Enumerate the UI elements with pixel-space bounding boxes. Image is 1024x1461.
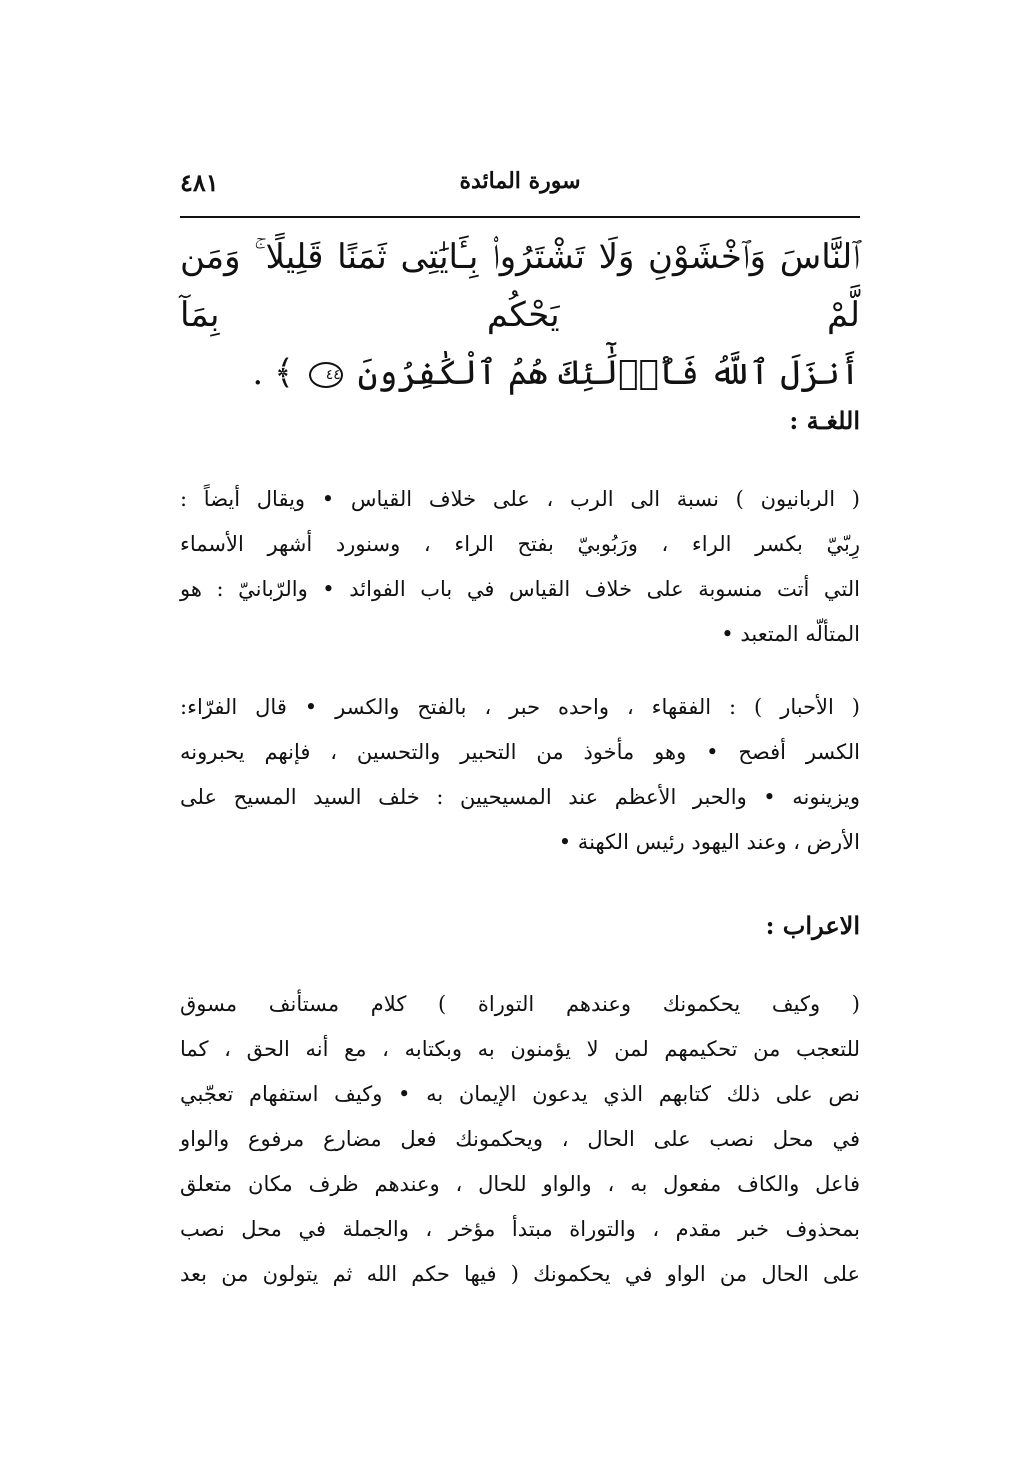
paragraph-line: بمحذوف خبر مقدم ، والتوراة مبتدأ مؤخر ، والجملة في محل نصب bbox=[180, 1217, 860, 1241]
spacer bbox=[180, 435, 860, 477]
paragraph-line: ( الربانيون ) نسبة الى الرب ، على خلاف القياس • ويقال أيضاً : bbox=[180, 487, 860, 511]
spacer bbox=[180, 940, 860, 982]
quran-verse bbox=[180, 228, 860, 402]
paragraph-line: على الحال من الواو في يحكمونك ( فيها حكم الله ثم يتولون من بعد bbox=[180, 1262, 860, 1286]
paragraph-line: ويزينونه • والحبر الأعظم عند المسيحيين : خلف السيد المسيح على bbox=[180, 785, 860, 809]
paragraph-line: ( الأحبار ) : الفقهاء ، واحده حبر ، بالفتح والكسر • قال الفرّاء: bbox=[180, 695, 860, 719]
verse-line-2-text: أَنزَلَ ٱللَّهُ فَأُو۟لَٰٓئِكَ هُمُ ٱلْكَٰفِرُونَ bbox=[357, 353, 860, 393]
paragraph-line: الكسر أفصح • وهو مأخوذ من التحبير والتحسين ، فإنهم يحبرونه bbox=[180, 740, 860, 764]
paragraph-line: في محل نصب على الحال ، ويحكمونك فعل مضارع مرفوع والواو bbox=[180, 1127, 860, 1151]
paragraph-ahbar bbox=[180, 685, 860, 865]
paragraph-line: نص على ذلك كتابهم الذي يدعون الإيمان به • وكيف استفهام تعجّبي bbox=[180, 1082, 860, 1106]
verse-line-2 bbox=[180, 344, 860, 402]
paragraph-line: الأرض ، وعند اليهود رئيس الكهنة • bbox=[558, 830, 860, 854]
page-number: ٤٨١ bbox=[180, 168, 219, 197]
verse-end-mark: ﴾ . bbox=[252, 353, 294, 393]
verse-line-1: ٱلنَّاسَ وَٱخْشَوْنِ وَلَا تَشْتَرُوا۟ بِـَٔايَٰتِى ثَمَنًا قَلِيلًا ۚ وَمَن لَّمْ يَحْكُم بِمَآ bbox=[180, 237, 860, 335]
page-header bbox=[180, 160, 860, 204]
paragraph-line: ( وكيف يحكمونك وعندهم التوراة ) كلام مستأنف مسوق bbox=[180, 992, 860, 1016]
ayah-number-marker: ٤٤ bbox=[309, 362, 343, 388]
surah-title: سورة المائدة bbox=[459, 168, 581, 194]
paragraph-line: رِبّيّ بكسر الراء ، ورَبُوبيّ بفتح الراء ، وسنورد أشهر الأسماء bbox=[180, 532, 860, 556]
spacer bbox=[180, 865, 860, 907]
paragraph-rabbaniyun bbox=[180, 477, 860, 657]
paragraph-line: فاعل والكاف مفعول به ، والواو للحال ، وعندهم ظرف مكان متعلق bbox=[180, 1172, 860, 1196]
paragraph-line: للتعجب من تحكيمهم لمن لا يؤمنون به وبكتابه ، مع أنه الحق ، كما bbox=[180, 1037, 860, 1061]
spacer bbox=[180, 657, 860, 685]
paragraph-irab bbox=[180, 982, 860, 1297]
paragraph-line: المتألّه المتعبد • bbox=[721, 622, 860, 646]
lugha-heading: اللغـة : bbox=[789, 406, 860, 435]
book-page bbox=[180, 160, 860, 1297]
irab-heading: الاعراب : bbox=[765, 911, 860, 940]
header-divider bbox=[180, 216, 860, 218]
paragraph-line: التي أتت منسوبة على خلاف القياس في باب الفوائد • والرّبانيّ : هو bbox=[180, 577, 860, 601]
